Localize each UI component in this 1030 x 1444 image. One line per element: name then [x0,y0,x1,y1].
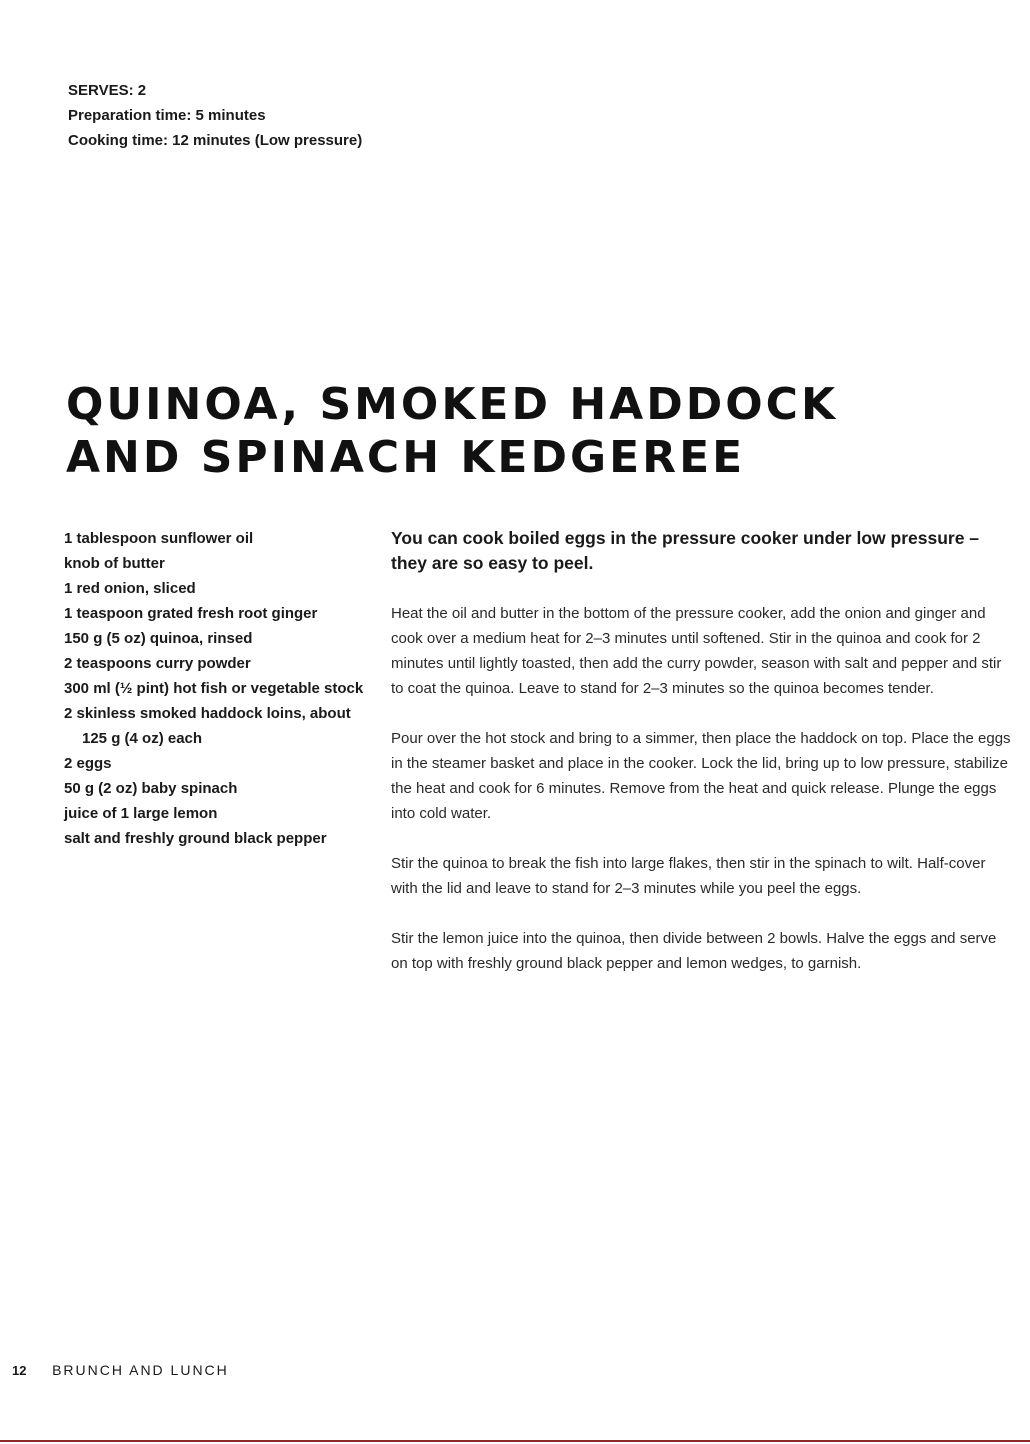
ingredient-item: 1 teaspoon grated fresh root ginger [64,605,318,622]
ingredient-item: knob of butter [64,555,165,572]
recipe-title [66,378,838,484]
bottom-edge-rule [0,1440,1030,1442]
method-step: Stir the quinoa to break the fish into large flakes, then stir in the spinach to wilt. Half-cover with the lid and leave to stand for 2–3 minutes while you peel the eggs. [391,855,986,897]
ingredient-item: 2 skinless smoked haddock loins, about 125 g (4 oz) each [64,705,351,747]
ingredient-item: salt and freshly ground black pepper [64,830,327,847]
recipe-intro: You can cook boiled eggs in the pressure cooker under low pressure – they are so easy to peel. [391,528,980,573]
method-step: Stir the lemon juice into the quinoa, then divide between 2 bowls. Halve the eggs and serve on top with freshly ground black pepper and lemon wedges, to garnish. [391,930,997,972]
ingredient-item: 1 red onion, sliced [64,580,196,597]
prep-time-text: Preparation time: 5 minutes [68,107,266,124]
ingredients-list [64,526,364,851]
page-number: 12 [12,1363,27,1378]
serves-text: SERVES: 2 [68,82,147,99]
page-footer [12,1360,229,1381]
title-line-2: AND SPINACH KEDGEREE [66,432,746,483]
section-name: BRUNCH AND LUNCH [52,1362,229,1378]
recipe-meta [68,78,362,153]
cook-time-text: Cooking time: 12 minutes (Low pressure) [68,132,363,149]
method-steps [391,601,1013,1001]
ingredient-item: juice of 1 large lemon [64,805,218,822]
method-step: Heat the oil and butter in the bottom of the pressure cooker, add the onion and ginger and cook over a medium heat for 2–3 minutes until softened. Stir in the quinoa and cook for 2 minutes until lightly toasted, then add the curry powder, season with salt and pepper and stir to coat the quinoa. Leave to stand for 2–3 minutes so the quinoa becomes tender. [391,605,1002,697]
ingredient-item: 300 ml (½ pint) hot fish or vegetable stock [64,680,364,697]
ingredient-item: 2 teaspoons curry powder [64,655,251,672]
ingredient-item: 150 g (5 oz) quinoa, rinsed [64,630,253,647]
ingredient-item: 1 tablespoon sunflower oil [64,530,254,547]
method-step: Pour over the hot stock and bring to a simmer, then place the haddock on top. Place the eggs in the steamer basket and place in the cooker. Lock the lid, bring up to low pressure, stabilize the heat and cook for 6 minutes. Remove from the heat and quick release. Plunge the eggs into cold water. [391,730,1011,822]
ingredient-item: 2 eggs [64,755,112,772]
title-line-1: QUINOA, SMOKED HADDOCK [66,379,839,430]
ingredient-item: 50 g (2 oz) baby spinach [64,780,238,797]
